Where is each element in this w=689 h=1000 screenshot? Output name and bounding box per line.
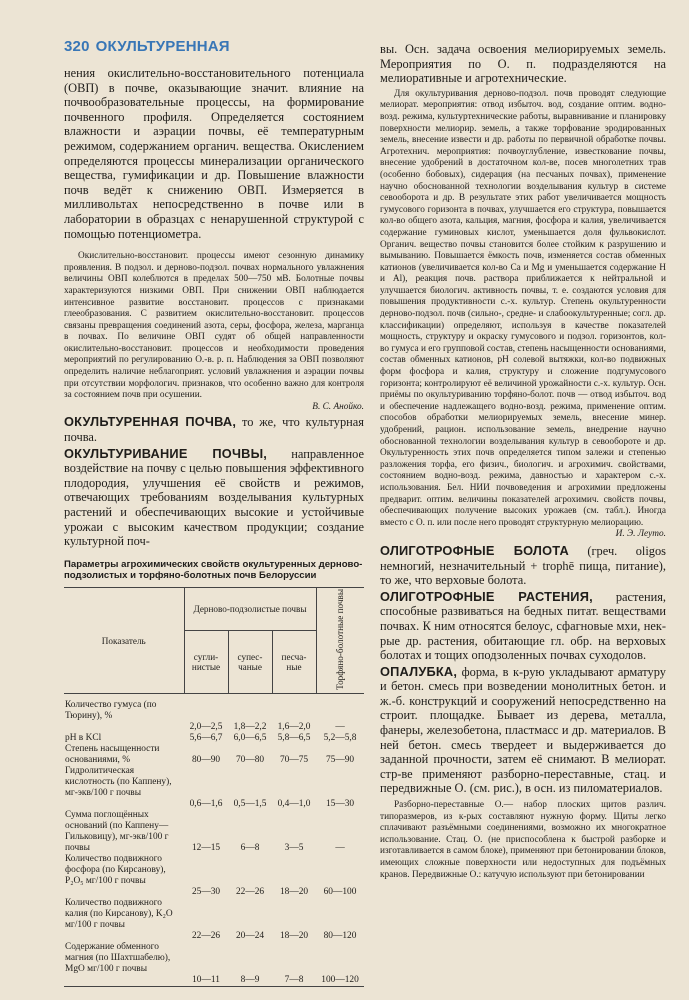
entry-text: форма, в к-рую укладывают арматуру и бетон. смесь при возведении монолитных бетон. и ж.-б. конструкций и сооружений непосредственно на строит. площадке. Бывает из дерева, металла, фанеры, железобетона, пластмасс и др. материалов. В ней бетон. смесь твердеет и выдерживается до заданной прочности, затем её снимают. В мелиорат. стр-ве применяют разборно-переставные, стац. и передвижные О. (см. рис.), в осн. из пиломатериалов. (380, 664, 666, 796)
table-row: Количество гумуса (по Тюрину), % 2,0—2,5 1,8—2,2 1,6—2,0 — (65, 700, 345, 733)
table-bottom-rule (64, 986, 364, 987)
entry-text: растения, способные развиваться на бедных питат. веществами почвах. К ним относятся белоус, сфагновые мхи, нек-рые др. растения, обитающие гл. обр. на верховых болотах и тощих оподзоленных почвах суходолов. (380, 589, 666, 663)
table-header-loamy: сугли-нистые (184, 631, 228, 694)
left-author-1: В. С. Анойко. (312, 401, 364, 412)
entry-opalubka (380, 665, 666, 796)
right-paragraph-2: Разборно-переставные О.— набор плоских щитов различ. типоразмеров, из к-рых составляют нужную форму. Щиты легко сплачивают разъёмными соединениями, возможно их многократное использование. Стац. О. (не приспособлена к быстрой разборке и изготавливается в самом блоке), применяют при бетонировании блоков, имеющих сложные поверхности или недоступных для подъёмных кранов. Передвижные О.: катучую используют при бетонировании (380, 800, 666, 880)
agrochem-table (64, 587, 364, 986)
left-paragraph-2: Окислительно-восстановит. процессы имеют сезонную динамику проявления. В подзол. и дерново-подзол. почвах нормального увлажнения величины ОВП колеблются в пределах 500—750 мВ. Болотные почвы характеризуются низкими ОВП. При снижении ОВП наблюдается интенсивное развитие восстановит. процессов с признаками глееобразования. С развитием окислительно-восстановит. процессов связаны превращения соединений азота, серы, фосфора, железа, марганца в почвах. По величине ОВП судят об общей направленности окислительно-восстановит. процессов и необходимости проведения мероприятий по регулированию О.-в. р. п. Наблюдения за ОВП позволяют определить наличие неблагоприят. условий увлажнения и аэрации почвы при отсутствии морфологич. признаков, что особенно важно для контроля за состоянием почв при осушении. (64, 251, 364, 401)
table-row: pH в KCl 5,6—6,7 6,0—6,5 5,8—6,5 5,2—5,8 (65, 733, 357, 744)
entry-text: направленное воздействие на почву с целью повышения эффективного плодородия, улучшения её свойств и режимов, отвечающих требованиям возделывания культурных растений и обеспечивающих высокие и устойчивые урожаи с высоким качеством продукции; создание культурной поч- (64, 446, 364, 549)
entry-okulturivanie-pochvy (64, 447, 364, 549)
entry-okulturennaya-pochva (64, 415, 364, 444)
entry-term: ОЛИГОТРОФНЫЕ РАСТЕНИЯ, (380, 588, 593, 604)
entry-oligotrofnye-bolota (380, 544, 666, 588)
entry-text: то же, что культурная почва. (64, 415, 364, 445)
table-row: Гидролитическая кислотность (по Каппену), мг-экв/100 г почвы 0,6—1,6 0,5—1,5 0,4—1,0 15—30 (65, 766, 355, 810)
entry-text: (греч. oligos немногий, незначительный + trophē пища, питание), то же, что верховые болота. (380, 543, 666, 588)
table-row: Количество подвижного фосфора (по Кирсанову), P₂O₅ мг/100 г почвы 25—30 22—26 18—20 60—100 (65, 854, 357, 898)
table-row: Степень насыщенности основаниями, % 80—90 70—80 70—75 75—90 (65, 744, 355, 766)
table-title: Параметры агрохимических свойств окультуренных дерново-подзолистых и торфяно-болотных почв Белоруссии (64, 558, 363, 581)
table-header-indicator: Показатель (64, 588, 184, 694)
table-header-sandy: песча-ные (272, 631, 316, 694)
table-header-group: Дерново-подзолистые почвы (184, 588, 316, 631)
entry-term: ОПАЛУБКА, (380, 663, 458, 679)
left-column (64, 66, 364, 987)
running-header (64, 38, 230, 55)
page-number: 320 (64, 38, 90, 55)
table-header-sandy-loam: супес-чаные (228, 631, 272, 694)
left-paragraph-1: нения окислительно-восстановительного потенциала (ОВП) в почве, оказывающие значит. влияние на почвообразовательные процессы, на формирование почвенного профиля. Определяется состоянием влажности и аэрации почвы, её температурным режимом, содержанием органич. вещества. Окислением определяются процессы минерализации органического вещества, гумификации и др. Повышение влажности почв ведёт к снижению ОВП. Измеряется в милливольтах непосредственно в почве или в лаборатории в образцах с ненарушенной структурой с помощью потенциометра. (64, 66, 364, 241)
right-paragraph-1: Для окультуривания дерново-подзол. почв проводят следующие мелиорат. мероприятия: отвод избыточ. вод, создание оптим. водно-возд. режима, культуртехнические работы, выравнивание и планировку поверхности мелиорир. земель, а также торфование эродированных земель, внесение извести и др. работы по первичной обработке почвы. Агротехнич. мероприятия: почвоуглубление, известкование почвы, внесение удобрений в достаточном кол-ве, посев многолетних трав (особенно бобовых), сидерация (на песчаных почвах), применение научно обоснованной технологии возделывания культур в системе севооборота и др. В результате этих работ увеличивается мощность гумусового горизонта в почвах, улучшается его структура, повышается кол-во общего азота, кальция, магния, фосфора и калия, увеличивается содержание гуминовых кислот, уменьшается доля фульвокислот. Органич. вещество почвы становится более стойким к разрушению и вымыванию. Повышается ёмкость почв, изменяется состав обменных катионов (увеличивается кол-во Ca и Mg и уменьшается содержание H и Al), реакция почв. раствора приближается к нейтральной и улучшается биологич. активность почвы, т. е. создаются условия для повышения продуктивности с.-х. культур. Степень окультуренности дерново-подзол. почв (сильно-, средне- и слабоокультуренные; согл. др. классификации) определяют, используя в качестве показателей мощность, структуру и окраску гумусового и подзол. горизонтов, кол-во гумуса и его групповой состав, степень насыщенности основаниями, состав обменных катионов, pH солевой вытяжки, кол-во подвижных форм фосфора и калия, структуру и сложение подгумусового горизонта; контролируют её величиной урожайности с.-х. культур. Осн. приёмы по окультуриванию торфяно-болот. почв — отвод избыточ. вод и обеспечение надлежащего водно-возд. режима, применение оптим. способов обработки мелиорируемых земель, внесение минер. удобрений, рацион. использование земель, внедрение научно обоснованной технологии возделывания культур в севообороте и др. Окультуренность этих почв определяется типом залежи и степенью разложения торфа, его физич., биологич. и агрохимич. свойствами, состоянием водно-возд. режима, давностью и характером с.-х. использования. Бел. НИИ почвоведения и агрохимии предложены предварит. оптим. величины показателей агрохимич. свойств почвы, обеспечивающих получение высоких урожаев (см. табл.). Иногда вместо с О. п. или после него проводят структурную мелиорацию. (380, 88, 666, 528)
table-row: Количество подвижного калия (по Кирсанову), K₂O мг/100 г почвы 22—26 20—24 18—20 80—120 (65, 898, 357, 942)
entry-term: ОЛИГОТРОФНЫЕ БОЛОТА (380, 542, 569, 558)
right-paragraph-0: вы. Осн. задача освоения мелиорируемых земель. Мероприятия по О. п. подразделяются на мелиоративные и агротехнические. (380, 42, 666, 86)
table-header-peat: Торфяно-болотные почвы (316, 588, 364, 694)
right-author-1: И. Э. Леуто. (615, 529, 666, 540)
running-title: ОКУЛЬТУРЕННАЯ (95, 38, 230, 55)
right-column (380, 42, 666, 881)
entry-term: ОКУЛЬТУРЕННАЯ ПОЧВА, (64, 414, 237, 430)
table-row: Содержание обменного магния (по Шахтшабелю), MgO мг/100 г почвы 10—11 8—9 7—8 100—120 (65, 942, 359, 986)
entry-oligotrofnye-rasteniya (380, 590, 666, 663)
table-row: Сумма поглощённых оснований (по Каппену—Гильковицу), мг-экв/100 г почвы 12—15 6—8 3—5 — (65, 810, 345, 854)
entry-term: ОКУЛЬТУРИВАНИЕ ПОЧВЫ, (64, 445, 268, 461)
